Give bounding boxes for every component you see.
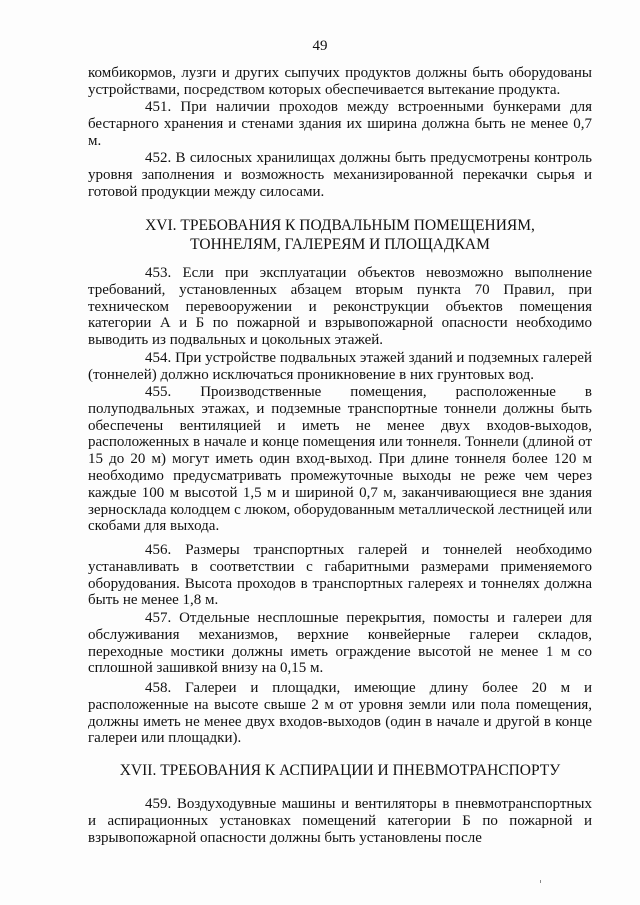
section-heading-xvi-line2: ТОННЕЛЯМ, ГАЛЕРЕЯМ И ПЛОЩАДКАМ: [190, 236, 490, 253]
paragraph-452: 452. В силосных хранилищах должны быть предусмотрены контроль уровня заполнения и возможность механизированной перекачки сырья и готовой продукции между силосами.: [88, 150, 592, 200]
paragraph-458: 458. Галереи и площадки, имеющие длину более 20 м и расположенные на высоте свыше 2 м от уровня земли или пола помещения, должны иметь не менее двух входов-выходов (один в начале и другой в конце галереи или площадки).: [88, 680, 592, 747]
section-heading-xvi-line1: XVI. ТРЕБОВАНИЯ К ПОДВАЛЬНЫМ ПОМЕЩЕНИЯМ,: [145, 217, 535, 234]
paragraph-455: 455. Производственные помещения, расположенные в полуподвальных этажах, и подземные транспортные тоннели должны быть обеспечены вентиляцией и иметь не менее двух входов-выходов, расположенных в начале и конце помещения или тоннеля. Тоннели (длиной от 15 до 20 м) могут иметь один вход-выход. При длине тоннеля более 120 м необходимо предусматривать промежуточные выходы не реже чем через каждые 100 м высотой 1,5 м и шириной 0,7 м, заканчивающиеся вне здания зерносклада колодцем с люком, оборудованным металлической лестницей или скобами для выхода.: [88, 384, 592, 535]
paragraph-451: 451. При наличии проходов между встроенными бункерами для бестарного хранения и стенами здания их ширина должна быть не менее 0,7 м.: [88, 99, 592, 149]
page-number: 49: [312, 38, 328, 54]
section-heading-xvii: XVII. ТРЕБОВАНИЯ К АСПИРАЦИИ И ПНЕВМОТРАНСПОРТУ: [119, 762, 561, 779]
scan-speck: [540, 880, 541, 883]
paragraph-456: 456. Размеры транспортных галерей и тоннелей необходимо устанавливать в соответствии с габаритными размерами применяемого оборудования. Высота проходов в транспортных галереях и тоннелях должна быть не менее 1,8 м.: [88, 542, 592, 609]
paragraph-454: 454. При устройстве подвальных этажей зданий и подземных галерей (тоннелей) должно исключаться проникновение в них грунтовых вод.: [88, 350, 592, 383]
paragraph-459: 459. Воздуходувные машины и вентиляторы в пневмотранспортных и аспирационных установках помещений категории Б по пожарной и взрывопожарной опасности должны быть установлены после: [88, 796, 592, 846]
paragraph-453: 453. Если при эксплуатации объектов невозможно выполнение требований, установленных абзацем вторым пункта 70 Правил, при техническом перевооружении и реконструкции объектов помещения категории А и Б по пожарной и взрывопожарной опасности необходимо выводить из подвальных и цокольных этажей.: [88, 265, 592, 349]
paragraph-457: 457. Отдельные несплошные перекрытия, помосты и галереи для обслуживания механизмов, верхние конвейерные галереи складов, переходные мостики должны иметь ограждение высотой не менее 1 м со сплошной зашивкой внизу на 0,15 м.: [88, 610, 592, 677]
paragraph-continuation: комбикормов, лузги и других сыпучих продуктов должны быть оборудованы устройствами, посредством которых обеспечивается вытекание продукта.: [88, 65, 592, 98]
section-heading-xvi: [88, 216, 592, 254]
